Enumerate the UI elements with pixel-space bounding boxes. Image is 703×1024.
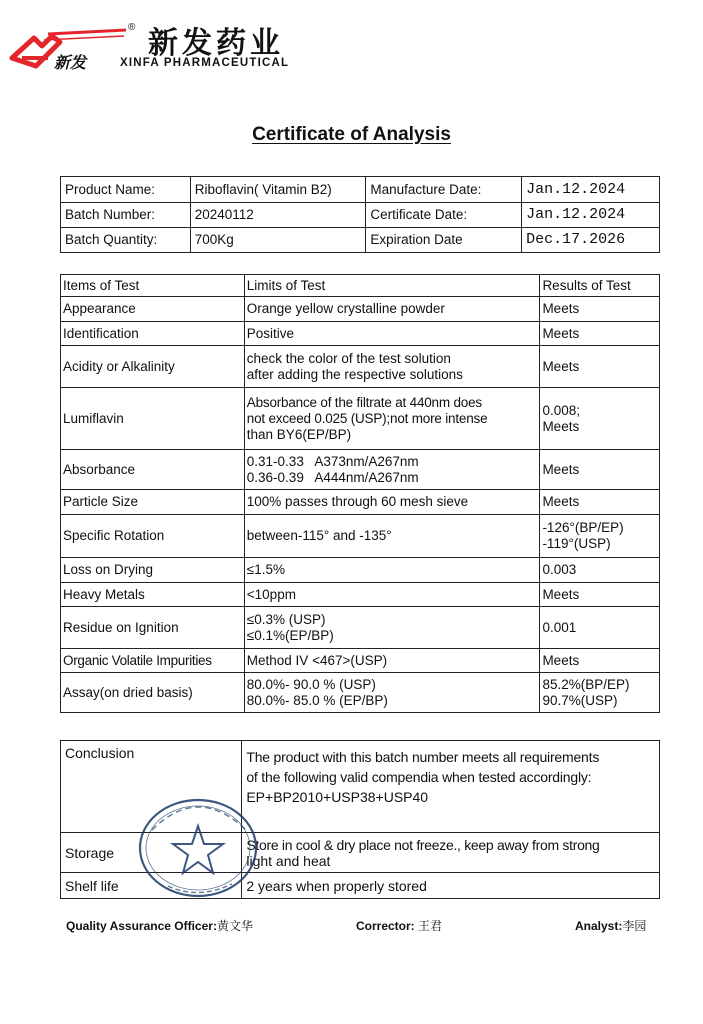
test-result-line: 90.7%(USP) <box>542 692 618 708</box>
test-limit-line: 0.36-0.39 A444nm/A267nm <box>246 469 419 485</box>
shelf-life-label: Shelf life <box>61 873 242 899</box>
test-limit-line: between-115° and -135° <box>246 528 392 543</box>
test-item: Heavy Metals <box>61 583 245 607</box>
test-item: Residue on Ignition <box>61 607 245 649</box>
document-title: Certificate of Analysis <box>252 124 451 145</box>
test-limit <box>244 558 540 583</box>
header-results-of-test: Results of Test <box>540 275 660 297</box>
test-limit <box>244 450 540 490</box>
test-limit-line: ≤0.1%(EP/BP) <box>246 627 334 643</box>
test-limit <box>244 297 540 322</box>
storage-label: Storage <box>61 833 242 873</box>
shelf-life-value: 2 years when properly stored <box>242 873 660 899</box>
test-result <box>540 649 660 673</box>
test-limit-line: 0.31-0.33 A373nm/A267nm <box>246 453 419 469</box>
test-result-line: Meets <box>542 494 580 509</box>
test-result <box>540 583 660 607</box>
test-item: Specific Rotation <box>61 515 245 558</box>
test-item: Loss on Drying <box>61 558 245 583</box>
product-name-label: Product Name: <box>61 177 191 203</box>
test-item: Lumiflavin <box>61 388 245 450</box>
analyst-name: 李园 <box>622 919 647 933</box>
corrector-name: 王君 <box>418 919 443 933</box>
test-result-line: 0.001 <box>542 619 577 635</box>
test-limit-line: Orange yellow crystalline powder <box>246 301 445 316</box>
test-result <box>540 558 660 583</box>
test-result <box>540 322 660 346</box>
qa-officer-label: Quality Assurance Officer: <box>66 919 217 933</box>
expiration-date-label: Expiration Date <box>366 228 522 253</box>
test-result-line: -126°(BP/EP) <box>542 520 624 535</box>
certificate-date-label: Certificate Date: <box>366 203 522 228</box>
conclusion-line: EP+BP2010+USP38+USP40 <box>246 789 429 805</box>
analyst-signature <box>575 917 646 934</box>
test-item: Appearance <box>61 297 245 322</box>
test-limit-line: check the color of the test solution <box>246 350 451 366</box>
certificate-date-value: Jan.12.2024 <box>522 203 660 228</box>
test-limit <box>244 673 540 713</box>
conclusion-line: of the following valid compendia when tested accordingly: <box>246 769 592 785</box>
batch-quantity-value: 700Kg <box>190 228 366 253</box>
manufacture-date-value: Jan.12.2024 <box>522 177 660 203</box>
test-result-line: Meets <box>542 418 580 434</box>
storage-line: Store in cool & dry place not freeze., keep away from strong <box>246 836 600 853</box>
test-result-line: Meets <box>542 325 580 341</box>
test-limit <box>244 515 540 558</box>
test-limit <box>244 388 540 450</box>
test-limit-line: Method IV <467>(USP) <box>246 652 388 668</box>
test-limit-line: 100% passes through 60 mesh sieve <box>246 494 469 509</box>
batch-number-label: Batch Number: <box>61 203 191 228</box>
header-items-of-test: Items of Test <box>61 275 245 297</box>
test-limit <box>244 607 540 649</box>
conclusion-label: Conclusion <box>61 741 242 833</box>
batch-quantity-label: Batch Quantity: <box>61 228 191 253</box>
test-limit-line: ≤0.3% (USP) <box>246 611 326 627</box>
test-result <box>540 490 660 515</box>
test-limit <box>244 649 540 673</box>
test-item: Particle Size <box>61 490 245 515</box>
product-name-value: Riboflavin( Vitamin B2) <box>190 177 366 203</box>
test-limit <box>244 346 540 388</box>
test-item: Identification <box>61 322 245 346</box>
header-limits-of-test: Limits of Test <box>244 275 540 297</box>
test-result <box>540 450 660 490</box>
analyst-label: Analyst: <box>575 919 623 933</box>
test-limit-line: 80.0%- 90.0 % (USP) <box>246 676 376 692</box>
test-limit-line: <10ppm <box>246 586 296 602</box>
registered-mark: ® <box>128 22 136 33</box>
test-result-line: -119°(USP) <box>542 536 611 551</box>
test-item: Organic Volatile Impurities <box>61 649 245 673</box>
test-result-line: 85.2%(BP/EP) <box>542 676 630 692</box>
test-result-line: Meets <box>542 461 580 477</box>
test-result-line: 0.008; <box>542 402 580 418</box>
manufacture-date-label: Manufacture Date: <box>366 177 522 203</box>
test-result-line: 0.003 <box>542 562 577 577</box>
product-info-table <box>60 176 660 253</box>
test-results-table <box>60 274 660 713</box>
test-result <box>540 346 660 388</box>
test-limit <box>244 583 540 607</box>
quality-control-stamp-icon <box>128 790 268 900</box>
company-name-en: XINFA PHARMACEUTICAL <box>120 57 290 69</box>
test-result-line: Meets <box>542 358 580 374</box>
test-limit <box>244 322 540 346</box>
company-name-cn: 新发药业 <box>148 26 284 61</box>
test-limit-line: not exceed 0.025 (USP);not more intense <box>246 410 488 426</box>
corrector-label: Corrector: <box>356 919 415 933</box>
test-item: Acidity or Alkalinity <box>61 346 245 388</box>
storage-text <box>242 833 660 873</box>
test-result-line: Meets <box>542 586 580 602</box>
qa-officer-signature <box>66 917 253 934</box>
conclusion-line: The product with this batch number meets all requirements <box>246 749 600 765</box>
test-result <box>540 388 660 450</box>
storage-line: light and heat <box>246 852 331 869</box>
test-limit-line: after adding the respective solutions <box>246 366 463 382</box>
test-result-line: Meets <box>542 301 580 316</box>
test-item: Absorbance <box>61 450 245 490</box>
corrector-signature <box>356 917 442 934</box>
test-limit-line: Absorbance of the filtrate at 440nm does <box>246 394 482 410</box>
test-limit-line: 80.0%- 85.0 % (EP/BP) <box>246 692 388 708</box>
test-result <box>540 673 660 713</box>
logo-text: 新发 <box>54 53 87 72</box>
test-item: Assay(on dried basis) <box>61 673 245 713</box>
test-result-line: Meets <box>542 652 580 668</box>
test-limit-line: ≤1.5% <box>246 562 285 577</box>
test-limit-line: Positive <box>246 325 295 341</box>
test-limit <box>244 490 540 515</box>
expiration-date-value: Dec.17.2026 <box>522 228 660 253</box>
test-limit-line: than BY6(EP/BP) <box>246 426 352 442</box>
conclusion-text <box>242 741 660 833</box>
test-result <box>540 515 660 558</box>
qa-officer-name: 黄文华 <box>216 919 253 933</box>
test-result <box>540 607 660 649</box>
batch-number-value: 20240112 <box>190 203 366 228</box>
test-result <box>540 297 660 322</box>
